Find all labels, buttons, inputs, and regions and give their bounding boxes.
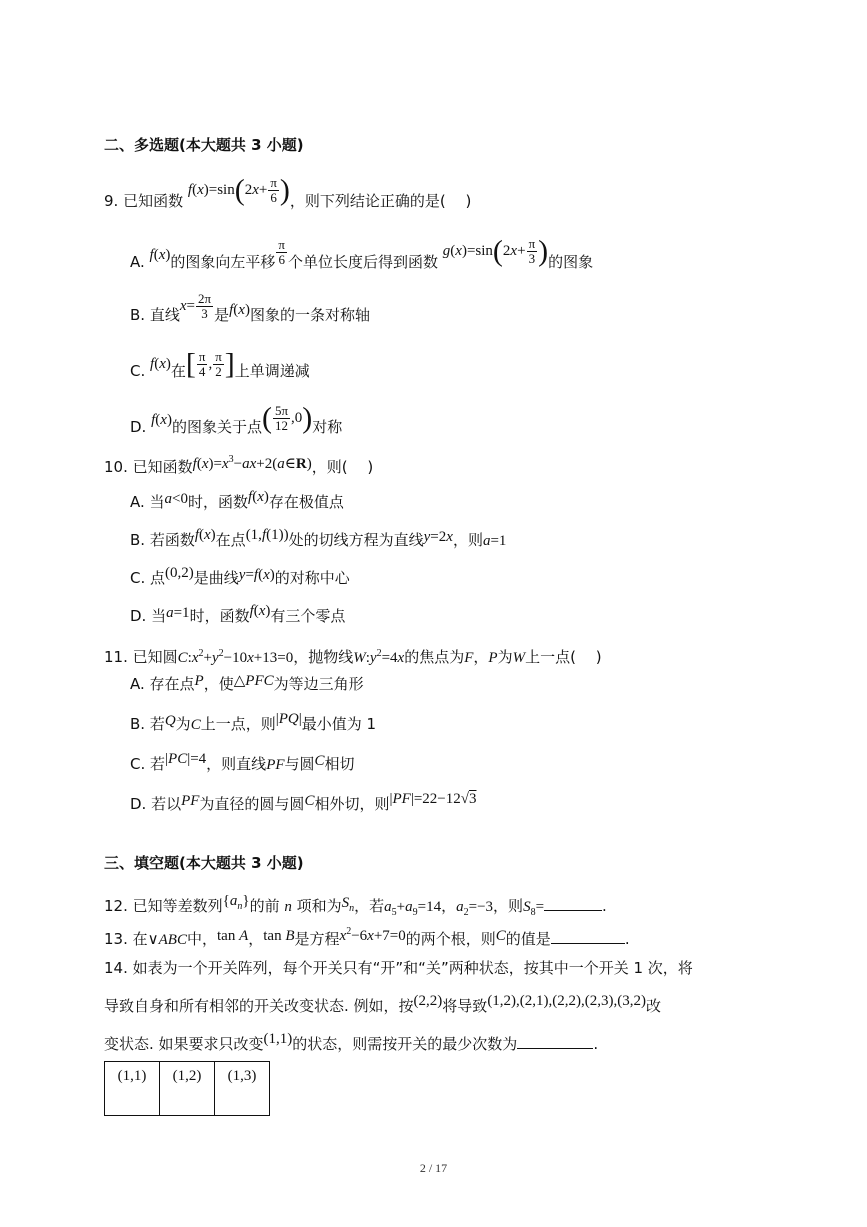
q11-d-result: |PF|=22−12√3 [389, 791, 477, 807]
q12-t1: 已知等差数列 [132, 897, 223, 915]
q9-num: 9. [104, 191, 119, 210]
q13-t7: . [624, 930, 630, 948]
q9-c-fx: f(x) [150, 355, 171, 372]
q11-stem-d: ， [473, 648, 489, 666]
q12-t2: 的前 [249, 897, 280, 915]
q10-a-fx: f(x) [248, 489, 269, 505]
q10-stem-b: ，则( ) [311, 458, 374, 476]
q9-a-fx: f [149, 247, 154, 263]
q9-a-t1: 的图象向左平移 [170, 253, 276, 271]
q14-line3c: . [593, 1035, 599, 1053]
q13-tanB: tan B [263, 928, 295, 944]
question-12 [104, 893, 607, 923]
q10-c-t3: 的对称中心 [274, 569, 350, 587]
q14-target: (1,1) [263, 1031, 293, 1047]
q11-option-c [130, 751, 355, 775]
q11-F: F [464, 650, 474, 666]
q13-answer-blank[interactable] [551, 929, 625, 944]
q9-d-label: D. [130, 417, 147, 436]
q12-answer-blank[interactable] [544, 896, 602, 911]
q10-option-c [130, 565, 350, 589]
q9-d-fx: f(x) [151, 411, 172, 428]
q9-option-c [130, 347, 310, 387]
q9-c-interval: [ $\frac{\pi}{4}$ , $\frac{\pi}{2}$ ] [185, 347, 235, 381]
q12-Sn: $S_n$ [341, 895, 355, 914]
q12-t5: ， [441, 897, 457, 915]
q11-c-t2: ，则直线 [206, 755, 267, 773]
q12-n: n [284, 899, 292, 915]
section-title-fill: 三、填空题(本大题共 3 小题) [104, 854, 304, 872]
q11-stem-a: 已知圆 [132, 648, 178, 666]
q11-circle: $C:x^2+y^2-10x+13=0$ [177, 648, 294, 666]
q13-t1: 在 [132, 930, 148, 948]
q11-W: W [512, 650, 526, 666]
q11-option-d [130, 791, 477, 815]
q10-option-d [130, 603, 346, 627]
q9-a-label: A. [130, 253, 145, 271]
q9-stem-a: 已知函数 [123, 191, 184, 210]
q9-b-fx: f(x) [229, 301, 250, 318]
q9-stem-b: ，则下列结论正确的是( ) [289, 191, 472, 210]
q13-num: 13. [104, 930, 128, 948]
q11-a-t1: A. 存在点 [130, 675, 195, 693]
q11-stem-e: 为 [497, 648, 513, 666]
q11-b-t2: 为 [175, 715, 191, 733]
q12-t6: ，则 [493, 897, 524, 915]
q9-d-t1: 的图象关于点 [171, 417, 262, 436]
q9-option-b [130, 291, 370, 331]
switch-cell: (1,2) [160, 1062, 215, 1116]
q11-a-t3: 为等边三角形 [273, 675, 364, 693]
q11-c-t3: 与圆 [284, 755, 315, 773]
q14-line3b: 的状态，则需按开关的最少次数为 [292, 1035, 518, 1053]
question-13 [104, 926, 630, 950]
q10-b-t2: 在点 [215, 531, 246, 549]
q11-stem-b: ，抛物线 [293, 648, 354, 666]
q11-d-C: C [304, 793, 315, 809]
q14-answer-blank[interactable] [517, 1034, 593, 1049]
q12-t3: 项和为 [296, 897, 342, 915]
q10-d-fx: f(x) [249, 603, 271, 619]
switch-cell: (1,1) [105, 1062, 160, 1116]
q13-t6: 的值是 [505, 930, 551, 948]
q13-t2: 中， [186, 930, 217, 948]
q12-S8: $S_8=$ [523, 899, 545, 918]
q11-option-a [130, 674, 364, 695]
q13-eq: $x^2-6x+7=0$ [339, 926, 406, 944]
q11-num: 11. [104, 648, 128, 666]
q9-a-t3: 的图象 [548, 253, 594, 271]
q10-c-point: (0,2) [165, 565, 194, 581]
q11-b-C: C [190, 717, 201, 733]
q10-d-t1: D. 当 [130, 607, 167, 625]
question-14-line1 [104, 958, 693, 978]
q10-b-t3: 处的切线方程为直线 [288, 531, 424, 549]
q11-c-t4: 相切 [324, 755, 355, 773]
q10-d-t2: 时，函数 [189, 607, 250, 625]
question-14-line2 [104, 993, 662, 1017]
question-14-line3 [104, 1031, 599, 1055]
q12-cond1: $a_5+a_9=14$ [384, 899, 442, 918]
q11-a-tri: △PFC [233, 673, 274, 689]
q12-t7: . [602, 897, 607, 915]
q11-parabola: $W:y^2=4x$ [353, 648, 405, 666]
q13-C: C [495, 928, 506, 944]
q9-a-frac: $\frac{\pi}{6}$ [278, 237, 285, 267]
q11-d-t2: 为直径的圆与圆 [199, 795, 305, 813]
q10-b-line: y=2x [423, 529, 453, 545]
q10-d-t3: 有三个零点 [270, 607, 346, 625]
q11-c-PC: |PC|=4 [165, 751, 207, 767]
q9-c-t1: 在 [170, 361, 186, 380]
question-11-stem [104, 644, 602, 668]
q11-a-P: P [194, 673, 204, 689]
q9-b-label: B. [130, 305, 146, 324]
q12-seq: $\{a_n\}$ [222, 893, 250, 912]
q10-stem-a: 已知函数 [132, 458, 193, 476]
q10-option-a [130, 489, 344, 513]
q11-c-PF: PF [266, 757, 285, 773]
q13-triangle: ∨ABC [147, 932, 187, 948]
q14-line2a: 导致自身和所有相邻的开关改变状态. 例如，按 [104, 997, 414, 1015]
q11-b-PQ: |PQ| [275, 711, 302, 727]
q9-c-t2: 上单调递减 [234, 361, 310, 380]
q9-a-gx: g(x)=sin(2x+ $\frac{\pi}{3}$ ) [442, 234, 549, 268]
q9-formula-2: (x)=sin(2x+ $\frac{\pi}{6}$ ) [192, 173, 290, 207]
q10-b-point: (1,f(1)) [245, 527, 289, 543]
q12-num: 12. [104, 897, 128, 915]
section-title-multi: 二、多选题(本大题共 3 小题) [104, 136, 304, 154]
q10-a-t1: A. 当 [130, 493, 165, 511]
q10-c-curve: y=f(x) [238, 567, 275, 583]
q14-line3a: 变状态. 如果要求只改变 [104, 1035, 264, 1053]
q11-option-b [130, 711, 377, 735]
q11-d-PF: PF [181, 793, 200, 809]
q9-b-t2: 是 [214, 305, 230, 324]
q11-P: P [488, 650, 498, 666]
q11-stem-f: 上一点( ) [525, 648, 602, 666]
q10-option-b [130, 527, 507, 551]
q9-b-t3: 图象的一条对称轴 [249, 305, 370, 324]
q10-a-cond: a<0 [164, 491, 189, 507]
q11-c-C: C [314, 753, 325, 769]
q10-b-a: a=1 [482, 533, 507, 549]
q9-b-t1: 直线 [149, 305, 180, 324]
q11-b-Q: Q [164, 713, 176, 729]
q9-option-d [130, 401, 343, 443]
q11-b-t1: B. 若 [130, 715, 165, 733]
q9-formula: f [187, 181, 193, 198]
q13-t4: 是方程 [294, 930, 340, 948]
q14-line2b: 将导致 [442, 997, 488, 1015]
q10-c-t2: 是曲线 [193, 569, 239, 587]
page-number: 2 / 17 [419, 1161, 448, 1175]
q13-t5: 的两个根，则 [405, 930, 496, 948]
q9-d-t2: 对称 [312, 417, 343, 436]
q14-line2c: 改 [646, 997, 662, 1015]
q11-b-t4: 最小值为 1 [301, 715, 377, 733]
switch-cell: (1,3) [215, 1062, 270, 1116]
q11-b-t3: 上一点，则 [200, 715, 276, 733]
q11-d-t1: D. 若以 [130, 795, 182, 813]
q10-b-t4: ，则 [452, 531, 483, 549]
q10-c-t1: C. 点 [130, 569, 166, 587]
q13-tanA: tan A [217, 928, 249, 944]
q12-cond2: $a_2=-3$ [456, 899, 494, 918]
q11-d-t3: 相外切，则 [314, 795, 390, 813]
q14-num: 14. [104, 959, 128, 977]
q11-a-t2: ，使 [203, 675, 234, 693]
q11-c-t1: C. 若 [130, 755, 166, 773]
question-9-stem [104, 173, 472, 217]
q9-c-label: C. [130, 361, 146, 380]
q9-d-point: ( $\frac{5\pi}{12}$ ,0) [261, 401, 313, 435]
q10-d-cond: a=1 [166, 605, 190, 621]
q9-option-a [130, 234, 594, 278]
q11-stem-c: 的焦点为 [404, 648, 465, 666]
q10-a-t3: 存在极值点 [268, 493, 344, 511]
table-row [105, 1062, 270, 1116]
q10-a-t2: 时，函数 [188, 493, 249, 511]
q12-t4: ，若 [354, 897, 385, 915]
q9-b-eq: x= $\frac{2\pi}{3}$ [179, 291, 212, 321]
q14-affected: (1,2),(2,1),(2,2),(2,3),(3,2) [487, 993, 647, 1009]
q9-a-t2: 个单位长度后得到函数 [287, 253, 438, 271]
q13-t3: ， [248, 930, 264, 948]
q10-b-t1: B. 若函数 [130, 531, 195, 549]
q10-formula: $f(x)=x^3-ax+2(a\in R)$ [192, 454, 312, 472]
switch-table [104, 1061, 270, 1116]
q9-a-fx-2: (x) [153, 247, 171, 263]
q10-b-fx: f(x) [194, 527, 216, 543]
q14-line1: 如表为一个开关阵列，每个开关只有“开”和“关”两种状态，按其中一个开关 1 次，将 [132, 959, 693, 977]
q14-press: (2,2) [413, 993, 443, 1009]
q10-num: 10. [104, 458, 128, 476]
question-10-stem [104, 454, 373, 478]
